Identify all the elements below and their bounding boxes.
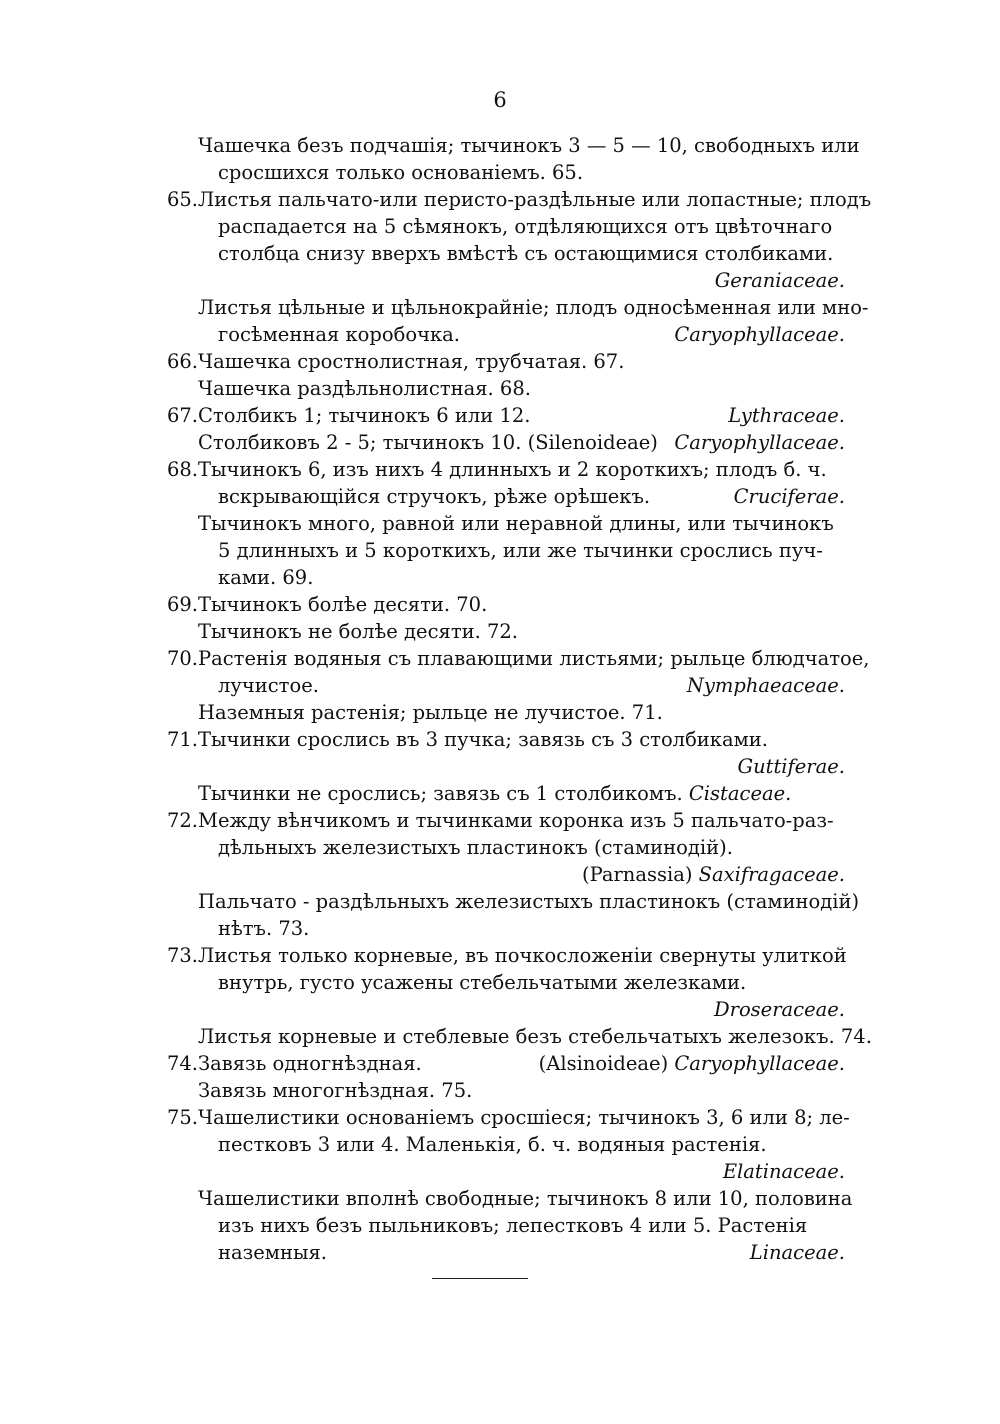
line-text: Пальчато - раздѣльныхъ железистыхъ пластинокъ (стаминодій) xyxy=(198,890,860,913)
entry-number: 75. xyxy=(166,1106,198,1129)
line-text: сросшихся только основаніемъ. 65. xyxy=(218,161,584,184)
line-text: Листья пальчато-или перисто-раздѣльные или лопастные; плодъ xyxy=(198,188,872,211)
line-text: Чашечка сростнолистная, трубчатая. 67. xyxy=(198,350,625,373)
entry-70 xyxy=(160,645,870,672)
line xyxy=(160,672,845,699)
entry-71 xyxy=(160,726,845,753)
line-text: лучистое. xyxy=(218,674,319,697)
line xyxy=(160,240,845,267)
entry-67 xyxy=(160,402,845,429)
line-text: Столбиковъ 2 - 5; тычинокъ 10. (Silenoideae) xyxy=(198,431,658,454)
line-text: госѣменная коробочка. xyxy=(218,323,460,346)
line-text: Чашелистики вполнѣ свободные; тычинокъ 8 или 10, половина xyxy=(198,1187,853,1210)
page-number: 6 xyxy=(493,88,507,112)
line-text: дѣльныхъ железистыхъ пластинокъ (стаминодій). xyxy=(218,836,733,859)
family-name: Lythraceae. xyxy=(728,404,845,427)
entry-number: 72. xyxy=(166,809,198,832)
line-text: Листья корневые и стеблевые безъ стебельчатыхъ железокъ. 74. xyxy=(198,1025,872,1048)
line xyxy=(160,1158,845,1185)
subfamily-name: (Parnassia) xyxy=(582,863,693,886)
entry-75 xyxy=(160,1104,850,1131)
key-text xyxy=(160,132,872,1266)
line xyxy=(160,780,845,807)
line-text: Чашелистики основаніемъ сросшіеся; тычинокъ 3, 6 или 8; ле- xyxy=(198,1106,850,1129)
entry-69 xyxy=(160,591,845,618)
line-text: Чашечка раздѣльнолистная. 68. xyxy=(198,377,531,400)
family-name: Guttiferae. xyxy=(737,755,845,778)
line xyxy=(160,159,845,186)
line xyxy=(160,834,845,861)
line-text: Тычинокъ не болѣе десяти. 72. xyxy=(198,620,519,643)
line xyxy=(160,888,860,915)
line xyxy=(160,321,845,348)
line xyxy=(160,1131,845,1158)
family-name: Saxifragaceae. xyxy=(698,863,845,886)
line xyxy=(160,1212,845,1239)
entry-number: 70. xyxy=(166,647,198,670)
entry-72 xyxy=(160,807,845,834)
line xyxy=(160,510,845,537)
line xyxy=(160,375,845,402)
line-text: Между вѣнчикомъ и тычинками коронка изъ 5 пальчато-раз- xyxy=(198,809,834,832)
section-divider xyxy=(432,1278,528,1279)
line xyxy=(160,294,869,321)
family-name: Caryophyllaceae. xyxy=(674,1052,845,1075)
line xyxy=(160,969,845,996)
family-name: Nymphaeaceae. xyxy=(686,674,845,697)
line-text: распадается на 5 сѣмянокъ, отдѣляющихся отъ цвѣточнаго xyxy=(218,215,833,238)
line-text: Наземныя растенія; рыльце не лучистое. 71. xyxy=(198,701,663,724)
family-name: Cruciferae. xyxy=(733,485,845,508)
line xyxy=(160,429,845,456)
family-group xyxy=(539,1050,845,1077)
line xyxy=(160,1239,845,1266)
line-text: Растенія водяныя съ плавающими листьями; рыльце блюдчатое, xyxy=(198,647,870,670)
line-text: ками. 69. xyxy=(218,566,314,589)
family-name: Caryophyllaceae. xyxy=(674,323,845,346)
line-text: нѣтъ. 73. xyxy=(218,917,310,940)
family-name: Elatinaceae. xyxy=(722,1160,845,1183)
line xyxy=(160,564,845,591)
line-text: наземныя. xyxy=(218,1241,327,1264)
line xyxy=(160,996,845,1023)
line xyxy=(160,618,845,645)
family-group xyxy=(582,861,845,888)
line-text: Завязь одногнѣздная. xyxy=(198,1052,422,1075)
line-text: изъ нихъ безъ пыльниковъ; лепестковъ 4 или 5. Растенія xyxy=(218,1214,808,1237)
line-text: Завязь многогнѣздная. 75. xyxy=(198,1079,473,1102)
family-name: Geraniaceae. xyxy=(714,269,845,292)
entry-number: 69. xyxy=(166,593,198,616)
entry-66 xyxy=(160,348,845,375)
line xyxy=(160,699,845,726)
line-text: Тычинки срослись въ 3 пучка; завязь съ 3 столбиками. xyxy=(198,728,768,751)
line-text: столбца снизу вверхъ вмѣстѣ съ остающимися столбиками. xyxy=(218,242,834,265)
line-text: Тычинокъ болѣе десяти. 70. xyxy=(198,593,488,616)
line-text: пестковъ 3 или 4. Маленькія, б. ч. водяныя растенія. xyxy=(218,1133,767,1156)
line xyxy=(160,267,845,294)
line xyxy=(160,915,845,942)
line xyxy=(160,132,860,159)
entry-number: 74. xyxy=(166,1052,198,1075)
line-text: внутрь, густо усажены стебельчатыми железками. xyxy=(218,971,747,994)
line-text: Тычинокъ 6, изъ нихъ 4 длинныхъ и 2 короткихъ; плодъ б. ч. xyxy=(198,458,827,481)
line-text: Листья цѣльные и цѣльнокрайніе; плодъ односѣменная или мно- xyxy=(198,296,869,319)
line xyxy=(160,861,845,888)
line-text xyxy=(198,780,791,807)
entry-73 xyxy=(160,942,845,969)
line xyxy=(160,1077,845,1104)
line-text: Тычинокъ много, равной или неравной длины, или тычинокъ xyxy=(198,512,834,535)
entry-number: 65. xyxy=(166,188,198,211)
line-text-part: Тычинки не срослись; завязь съ 1 столбикомъ. xyxy=(198,782,683,805)
line-text: Столбикъ 1; тычинокъ 6 или 12. xyxy=(198,404,531,427)
entry-68 xyxy=(160,456,845,483)
line xyxy=(160,1185,853,1212)
subfamily-name: (Alsinoideae) xyxy=(538,1052,669,1075)
line xyxy=(160,1023,872,1050)
entry-74 xyxy=(160,1050,845,1077)
family-name: Droseraceae. xyxy=(713,998,845,1021)
line xyxy=(160,483,845,510)
entry-number: 68. xyxy=(166,458,198,481)
line xyxy=(160,537,845,564)
line-text: вскрывающійся стручокъ, рѣже орѣшекъ. xyxy=(218,485,651,508)
line xyxy=(160,213,845,240)
entry-number: 71. xyxy=(166,728,198,751)
line xyxy=(160,753,845,780)
line-text: 5 длинныхъ и 5 короткихъ, или же тычинки срослись пуч- xyxy=(218,539,823,562)
family-name: Caryophyllaceae. xyxy=(674,431,845,454)
entry-number: 73. xyxy=(166,944,198,967)
entry-65 xyxy=(160,186,872,213)
entry-number: 67. xyxy=(166,404,198,427)
family-name: Cistaceae. xyxy=(688,782,792,805)
family-name: Linaceae. xyxy=(749,1241,845,1264)
entry-number: 66. xyxy=(166,350,198,373)
line-text: Чашечка безъ подчашія; тычинокъ 3 — 5 — 10, свободныхъ или xyxy=(198,134,860,157)
line-text: Листья только корневые, въ почкосложеніи свернуты улиткой xyxy=(198,944,847,967)
